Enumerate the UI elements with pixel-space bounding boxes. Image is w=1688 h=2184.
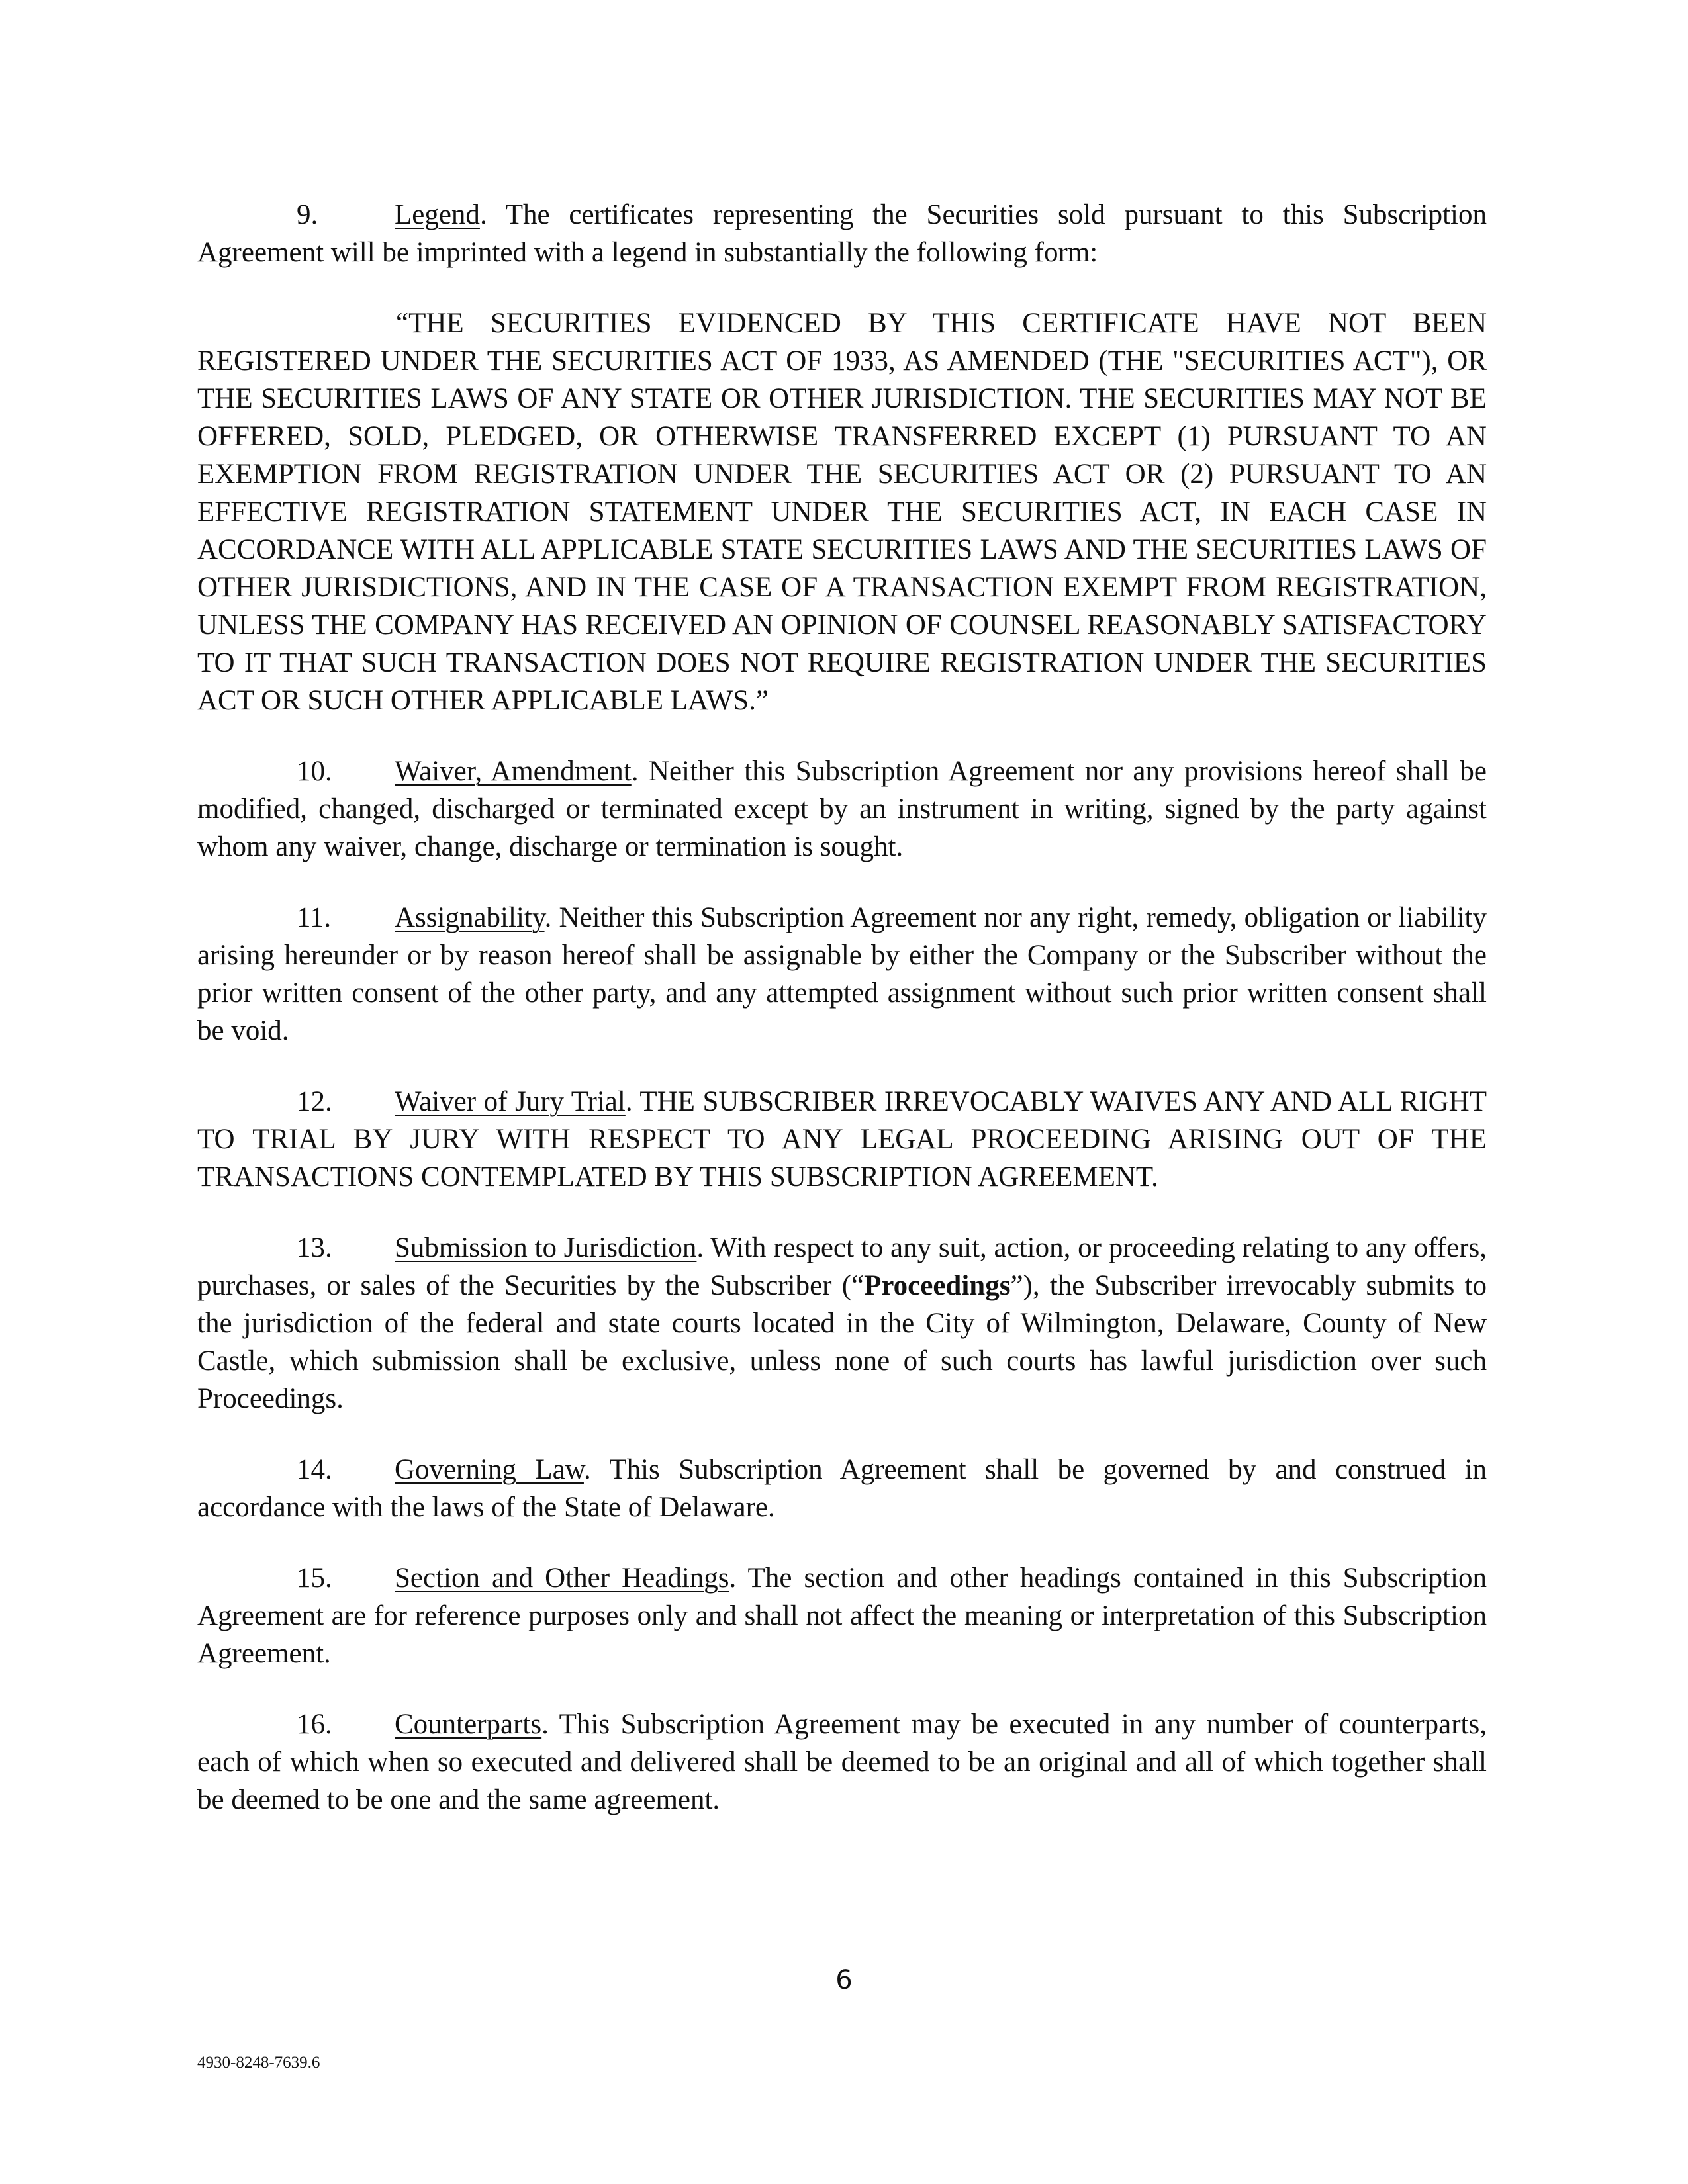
section-text: . This Subscription Agreement may be executed in any number of counterparts, each of which when so executed and delivered shall be deemed to be an original and all of which together shall be deemed to be one and the same agreement. — [197, 1709, 1487, 1815]
section-number: 9. — [297, 199, 318, 230]
section-number: 15. — [297, 1563, 332, 1594]
section-text: . Neither this Subscription Agreement nor any right, remedy, obligation or liability arising hereunder or by reason hereof shall be assignable by either the Company or the Subscriber without the prior written consent of the other party, and any attempted assignment without such prior written consent shall be void. — [197, 902, 1487, 1046]
section-11 — [197, 899, 1487, 1050]
section-16 — [197, 1706, 1487, 1819]
defined-term-proceedings: Proceedings — [864, 1270, 1011, 1301]
section-text: ”), the Subscriber irrevocably submits to the jurisdiction of the federal and state courts located in the City of Wilmington, Delaware, County of New Castle, which submission shall be exclusive, unless none of such courts has lawful jurisdiction over such Proceedings. — [197, 1270, 1487, 1414]
section-text: . The certificates representing the Securities sold pursuant to this Subscription Agreement will be imprinted with a legend in substantially the following form: — [197, 199, 1487, 268]
section-15 — [197, 1559, 1487, 1672]
section-heading: Submission to Jurisdiction — [395, 1232, 697, 1263]
section-13 — [197, 1229, 1487, 1418]
section-heading: Assignability — [395, 902, 545, 933]
section-number: 11. — [297, 902, 332, 933]
section-number: 14. — [297, 1454, 332, 1485]
section-heading: Waiver of Jury Trial — [395, 1086, 626, 1117]
section-heading: Waiver, Amendment — [395, 756, 632, 787]
section-text: . This Subscription Agreement shall be governed by and construed in accordance with the laws of the State of Delaware. — [197, 1454, 1487, 1523]
section-number: 13. — [297, 1232, 332, 1263]
section-12 — [197, 1083, 1487, 1196]
section-heading: Governing Law — [395, 1454, 584, 1485]
section-heading: Section and Other Headings — [395, 1563, 729, 1594]
section-text: . The section and other headings contained in this Subscription Agreement are for reference purposes only and shall not affect the meaning or interpretation of this Subscription Agreement. — [197, 1563, 1487, 1669]
section-14 — [197, 1451, 1487, 1526]
section-heading: Legend — [395, 199, 480, 230]
section-heading: Counterparts — [395, 1709, 542, 1740]
section-text: . With respect to any suit, action, or proceeding relating to any offers, purchases, or sales of the Securities by the Subscriber (“ — [197, 1232, 1487, 1301]
section-text: . THE SUBSCRIBER IRREVOCABLY WAIVES ANY AND ALL RIGHT TO TRIAL BY JURY WITH RESPECT TO ANY LEGAL PROCEEDING ARISING OUT OF THE TRANSACTIONS CONTEMPLATED BY THIS SUBSCRIPTION AGREEMENT. — [197, 1086, 1487, 1193]
page-number: 6 — [835, 1965, 853, 1995]
section-number: 16. — [297, 1709, 332, 1740]
legend-text: “THE SECURITIES EVIDENCED BY THIS CERTIFICATE HAVE NOT BEEN REGISTERED UNDER THE SECURITIES ACT OF 1933, AS AMENDED (THE "SECURITIES ACT"), OR THE SECURITIES LAWS OF ANY STATE OR OTHER JURISDICTION. THE SECURITIES MAY NOT BE OFFERED, SOLD, PLEDGED, OR OTHERWISE TRANSFERRED EXCEPT (1) PURSUANT TO AN EXEMPTION FROM REGISTRATION UNDER THE SECURITIES ACT OR (2) PURSUANT TO AN EFFECTIVE REGISTRATION STATEMENT UNDER THE SECURITIES ACT, IN EACH CASE IN ACCORDANCE WITH ALL APPLICABLE STATE SECURITIES LAWS AND THE SECURITIES LAWS OF OTHER JURISDICTIONS, AND IN THE CASE OF A TRANSACTION EXEMPT FROM REGISTRATION, UNLESS THE COMPANY HAS RECEIVED AN OPINION OF COUNSEL REASONABLY SATISFACTORY TO IT THAT SUCH TRANSACTION DOES NOT REQUIRE REGISTRATION UNDER THE SECURITIES ACT OR SUCH OTHER APPLICABLE LAWS.” — [197, 308, 1487, 716]
document-id: 4930-8248-7639.6 — [197, 2054, 320, 2071]
section-number: 10. — [297, 756, 332, 787]
section-text: . Neither this Subscription Agreement nor any provisions hereof shall be modified, changed, discharged or terminated except by an instrument in writing, signed by the party against whom any waiver, change, discharge or termination is sought. — [197, 756, 1487, 862]
section-9 — [197, 196, 1487, 271]
section-number: 12. — [297, 1086, 332, 1117]
document-page — [197, 196, 1487, 1819]
section-10 — [197, 752, 1487, 866]
